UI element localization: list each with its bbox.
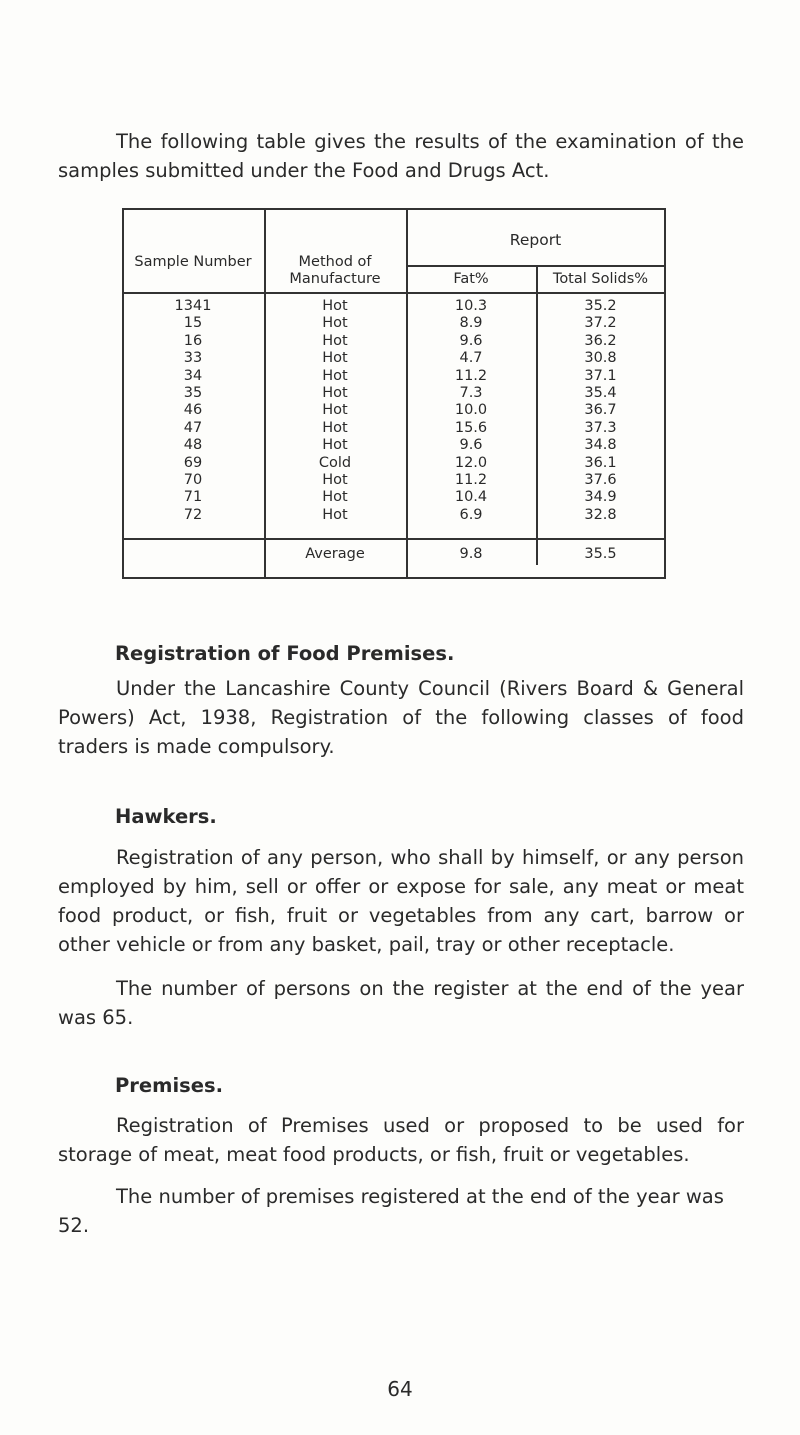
table-row	[122, 298, 665, 315]
hawkers-paragraph: Registration of any person, who shall by himself, or any person employed by him, sell or offer or expose for sale, any meat or meat food product, or fish, fruit or vegetables from any cart, barrow or other vehicle or from any basket, pail, tray or other receptacle.	[58, 846, 744, 956]
table-row	[122, 472, 665, 489]
sample-number-cell: 47	[183, 419, 203, 436]
table-row	[122, 437, 665, 454]
table-bottom-rule	[122, 577, 665, 579]
fat-cell: 4.7	[459, 350, 483, 367]
sample-number-cell: 48	[183, 437, 203, 454]
sample-number-cell: 70	[183, 472, 203, 488]
method-cell: Hot	[322, 472, 348, 488]
method-cell: Cold	[318, 454, 352, 471]
table-header-rule	[122, 292, 665, 294]
header-method: Method of Manufacture	[289, 254, 381, 287]
fat-cell: 10.0	[454, 402, 488, 419]
fat-cell: 8.9	[459, 315, 483, 332]
results-table	[122, 208, 665, 579]
method-cell: Hot	[322, 402, 348, 419]
total-solids-cell: 36.1	[584, 454, 617, 471]
sample-number-cell: 69	[183, 454, 203, 471]
total-solids-cell: 37.3	[584, 419, 617, 436]
method-cell: Hot	[322, 350, 348, 367]
method-cell: Hot	[322, 419, 348, 436]
total-solids-cell: 37.1	[584, 367, 617, 384]
page-number: 64	[387, 1377, 413, 1401]
premises-count-paragraph: The number of premises registered at the end of the year was 52.	[58, 1185, 724, 1237]
sample-number-cell: 46	[183, 402, 203, 419]
table-row	[122, 402, 665, 419]
total-solids-cell: 32.8	[584, 506, 617, 523]
fat-cell: 9.6	[459, 437, 483, 454]
sample-number-cell: 35	[183, 385, 203, 401]
heading-hawkers: Hawkers.	[115, 805, 217, 828]
hawkers-count-paragraph: The number of persons on the register at the end of the year was 65.	[58, 977, 744, 1029]
average-label: Average	[305, 546, 365, 562]
total-solids-cell: 34.9	[584, 489, 617, 506]
report-subheader-rule	[406, 265, 665, 267]
table-row	[122, 455, 665, 472]
sample-number-cell: 34	[183, 367, 203, 384]
table-row	[122, 333, 665, 350]
header-total-solids: Total Solids%	[552, 271, 649, 287]
method-cell: Hot	[322, 315, 348, 332]
total-solids-cell: 37.6	[584, 472, 617, 488]
registration-paragraph: Under the Lancashire County Council (Rivers Board & General Powers) Act, 1938, Registration of the following classes of food traders is made compulsory.	[58, 677, 744, 758]
table-top-rule	[122, 208, 665, 210]
heading-premises: Premises.	[115, 1074, 223, 1097]
sample-number-cell: 1341	[174, 298, 212, 314]
total-solids-cell: 36.2	[584, 332, 617, 349]
table-row	[122, 368, 665, 385]
fat-cell: 12.0	[454, 454, 488, 471]
fat-cell: 15.6	[454, 419, 488, 436]
heading-registration-food-premises: Registration of Food Premises.	[115, 642, 455, 665]
sample-number-cell: 72	[183, 506, 203, 523]
table-row	[122, 315, 665, 332]
sample-number-cell: 16	[183, 332, 203, 349]
table-row	[122, 489, 665, 506]
method-cell: Hot	[322, 506, 348, 523]
fat-cell: 9.6	[459, 332, 483, 349]
sample-number-cell: 33	[183, 350, 203, 367]
fat-cell: 6.9	[459, 506, 483, 523]
table-row	[122, 350, 665, 367]
total-solids-cell: 37.2	[584, 315, 617, 332]
total-solids-cell: 34.8	[584, 437, 617, 454]
header-sample-number: Sample Number	[134, 254, 252, 270]
header-report: Report	[509, 231, 562, 249]
total-solids-cell: 35.2	[584, 298, 617, 314]
method-cell: Hot	[322, 489, 348, 506]
total-solids-cell: 35.4	[584, 385, 617, 401]
header-fat: Fat%	[453, 271, 489, 287]
intro-paragraph: The following table gives the results of the examination of the samples submitted under the Food and Drugs Act.	[58, 130, 744, 182]
method-cell: Hot	[322, 385, 348, 401]
fat-cell: 11.2	[454, 472, 488, 488]
sample-number-cell: 15	[183, 315, 203, 332]
method-cell: Hot	[322, 332, 348, 349]
fat-cell: 7.3	[459, 385, 483, 401]
total-solids-cell: 36.7	[584, 402, 617, 419]
fat-cell: 10.3	[454, 298, 488, 314]
average-solids: 35.5	[584, 546, 617, 562]
method-cell: Hot	[322, 298, 348, 314]
table-row	[122, 385, 665, 402]
table-row	[122, 507, 665, 524]
average-fat: 9.8	[459, 546, 483, 562]
fat-cell: 10.4	[454, 489, 488, 506]
premises-paragraph: Registration of Premises used or proposed to be used for storage of meat, meat food products, or fish, fruit or vegetables.	[58, 1114, 744, 1166]
method-cell: Hot	[322, 437, 348, 454]
table-row	[122, 420, 665, 437]
fat-cell: 11.2	[454, 367, 488, 384]
table-average-rule	[122, 538, 665, 540]
method-cell: Hot	[322, 367, 348, 384]
sample-number-cell: 71	[183, 489, 203, 506]
total-solids-cell: 30.8	[584, 350, 617, 367]
